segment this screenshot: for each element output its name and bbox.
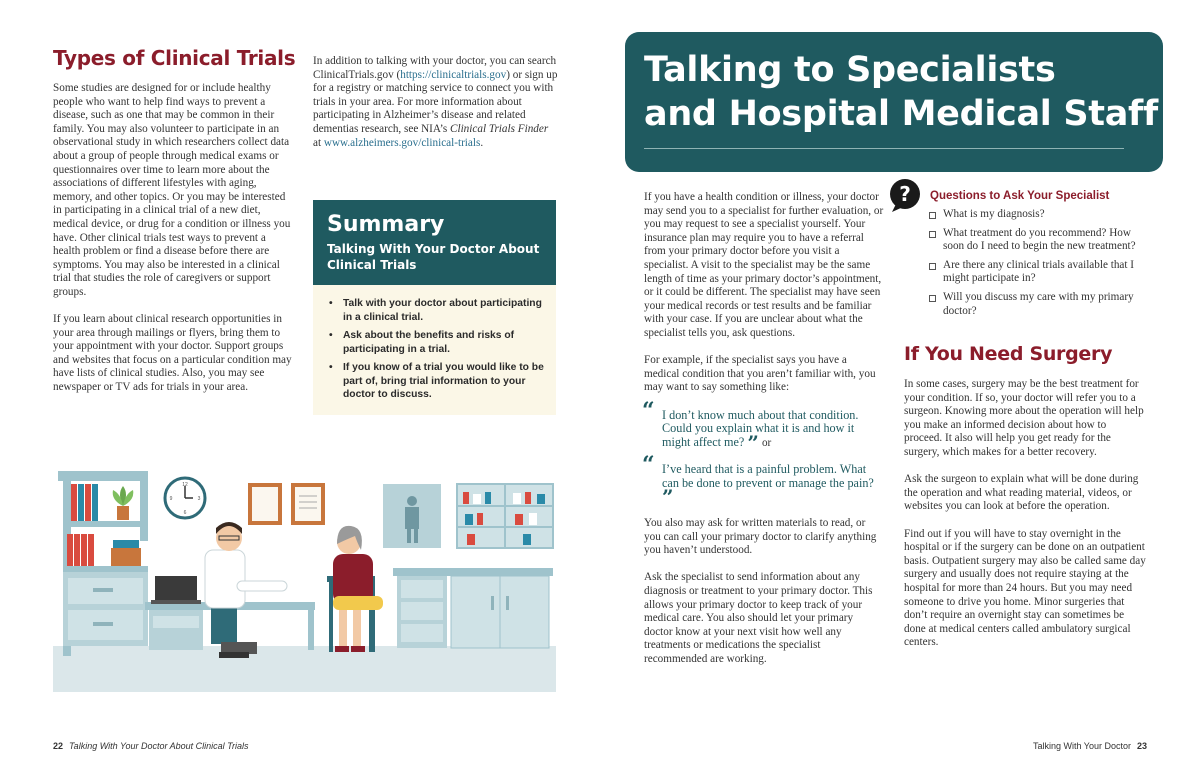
summary-item: • Talk with your doctor about participating in a clinical trial.	[327, 297, 544, 324]
title-banner	[625, 32, 1163, 172]
paragraph: Ask the specialist to send information about any diagnosis or treatment to your primary doctor. This allows your primary doctor to keep track of your medical care. You also should let your primary doctor know at your next visit how well any treatments or medications the specialist recommended are working.	[644, 571, 873, 665]
questions-list	[929, 208, 1144, 323]
quote-text: I don’t know much about that condition. Could you explain what it is and how it might affect me?	[662, 407, 859, 449]
page-title-line: and Hospital Medical Staff	[644, 94, 1158, 134]
paragraph: If you have a health condition or illness, your doctor may send you to a specialist for further evaluation, or you may request to see a specialist yourself. Your insurance plan may require you to have a referral from your primary doctor before you visit a specialist. A visit to the specialist may be the same length of time as your primary doctor’s appointment, or it could be different. The specialist may have seen your medical records or test results and be familiar with your case. If you are unclear about what the specialist tells you, ask questions.	[644, 191, 884, 339]
footer-title: Talking With Your Doctor About Clinical Trials	[69, 741, 249, 751]
question-item	[929, 227, 1144, 254]
alzheimers-link[interactable]: www.alzheimers.gov/clinical-trials	[323, 136, 481, 149]
left-footer	[53, 741, 249, 751]
question-text: Are there any clinical trials available that I might participate in?	[943, 258, 1135, 285]
section-title-surgery: If You Need Surgery	[904, 343, 1113, 365]
open-quote-icon: “	[642, 397, 655, 424]
page-number: 22	[53, 741, 64, 751]
question-text: What is my diagnosis?	[943, 208, 1045, 220]
summary-box	[313, 200, 556, 415]
checkbox-icon	[929, 263, 936, 270]
page-title	[644, 48, 1158, 136]
paragraph: If you learn about clinical research opportunities in your area through mailings or flyers, bring them to your appointment with your doctor. Support groups and websites that focus on a particular condition may have lists of clinical studies. Also, you may see newspaper or TV ads for trials in your area.	[53, 313, 292, 394]
quote-or: or	[761, 436, 772, 449]
checkbox-icon	[929, 231, 936, 238]
floor	[53, 646, 556, 692]
page-number: 23	[1136, 741, 1147, 751]
summary-item: • Ask about the benefits and risks of participating in a trial.	[327, 329, 544, 356]
question-mark: ?	[899, 182, 911, 206]
open-quote-icon: “	[642, 452, 655, 479]
quote-block	[642, 397, 884, 455]
question-text: Will you discuss my care with my primary doctor?	[943, 290, 1134, 317]
paragraph: Find out if you will have to stay overnight in the hospital or if the surgery can be done on an outpatient basis. Outpatient surgery may also be called same day surgery and usually does not require staying at the hospital for more than 24 hours. But you may need someone to drive you home. Minor surgeries that don’t require an overnight stay can sometimes be done at medical centers called ambulatory surgical centers.	[904, 527, 1146, 649]
divider	[644, 148, 1124, 149]
clinicaltrials-link[interactable]: https://clinicaltrials.gov	[400, 68, 507, 81]
doctor-office-illustration	[53, 466, 556, 692]
paragraph: In some cases, surgery may be the best treatment for your condition. If so, your doctor will refer you to a surgeon. Knowing more about the operation will help you make an informed decision about how to proceed. It also will help you get ready for the surgery, which makes for a better recovery.	[904, 378, 1144, 458]
right-column-1	[644, 191, 884, 680]
italic-title: Clinical Trials Finder	[450, 122, 549, 135]
left-column-2	[313, 55, 558, 164]
text-span: at	[313, 136, 324, 149]
section-title-types-of-clinical-trials: Types of Clinical Trials	[53, 46, 296, 70]
paragraph	[313, 55, 558, 150]
right-footer	[1033, 741, 1147, 751]
summary-title: Summary	[327, 212, 445, 237]
close-quote-icon: ”	[662, 485, 674, 510]
wall-frames	[248, 483, 325, 525]
summary-list	[313, 285, 556, 402]
question-text: What treatment do you recommend? How soon do I need to begin the new treatment?	[943, 226, 1136, 253]
summary-header	[313, 200, 556, 285]
clock-number: 3	[197, 496, 201, 502]
paragraph: Some studies are designed for or include healthy people who want to help find ways to prevent a disease, such as one that may be common in their family. You may also volunteer to participate in an observational study in which researchers collect data about a group of people through medical exams or questionnaires over time to learn more about the associations of different lifestyles with aging, memory, and other topics. Or you may be interested in participating in a clinical trial of a new diet, medical device, or drug for a condition or illness you have. Other clinical trials test ways to prevent a health problem or find a disease before there are symptoms. You may also be interested in a clinical trial that studies the role of caregivers or support groups.	[53, 82, 291, 298]
checkbox-icon	[929, 212, 936, 219]
question-item	[929, 208, 1144, 222]
quote-text: I’ve heard that is a painful problem. What can be done to prevent or manage the pain?	[662, 462, 874, 490]
doctor-figure	[205, 522, 287, 658]
left-column-1	[53, 82, 293, 408]
question-item	[929, 259, 1144, 286]
clock-number: 9	[169, 496, 173, 502]
questions-title: Questions to Ask Your Specialist	[930, 190, 1110, 202]
paragraph: Ask the surgeon to explain what will be done during the operation and what reading material, videos, or websites you can look at before the operation.	[904, 473, 1139, 513]
anatomy-poster	[383, 484, 441, 548]
close-quote-icon: ”	[747, 430, 759, 455]
text-span: In addition to talking with your doctor, you can search ClinicalTrials.gov (	[313, 55, 557, 81]
clock-number: 6	[183, 510, 187, 516]
patient-figure	[327, 526, 383, 652]
summary-item: • If you know of a trial you would like to be part of, bring trial information to your doctor to discuss.	[327, 361, 544, 402]
medicine-cabinet	[457, 484, 553, 548]
clock-number: 12	[182, 482, 188, 488]
cabinet-right	[393, 568, 553, 648]
wall-clock	[165, 478, 205, 518]
question-bubble-icon	[888, 178, 922, 214]
quote-block	[642, 452, 884, 510]
right-column-2	[904, 378, 1146, 663]
page-title-line: Talking to Specialists	[644, 50, 1056, 90]
footer-title: Talking With Your Doctor	[1032, 741, 1131, 751]
checkbox-icon	[929, 295, 936, 302]
bookshelf	[58, 471, 148, 656]
paragraph: For example, if the specialist says you have a medical condition that you aren’t familiar with, you may want to say something like:	[644, 354, 876, 394]
text-span: ) or sign up for a registry or matching service to connect you with trials in your area. For more information about participating in Alzheimer’s disease and related dementias research, see NIA’s	[313, 68, 558, 135]
question-item	[929, 291, 1144, 318]
summary-subtitle: Talking With Your Doctor About Clinical Trials	[327, 242, 540, 272]
paragraph: You also may ask for written materials to read, or you can call your primary doctor to clarify anything you haven’t understood.	[644, 517, 877, 557]
text-span: .	[480, 136, 484, 149]
